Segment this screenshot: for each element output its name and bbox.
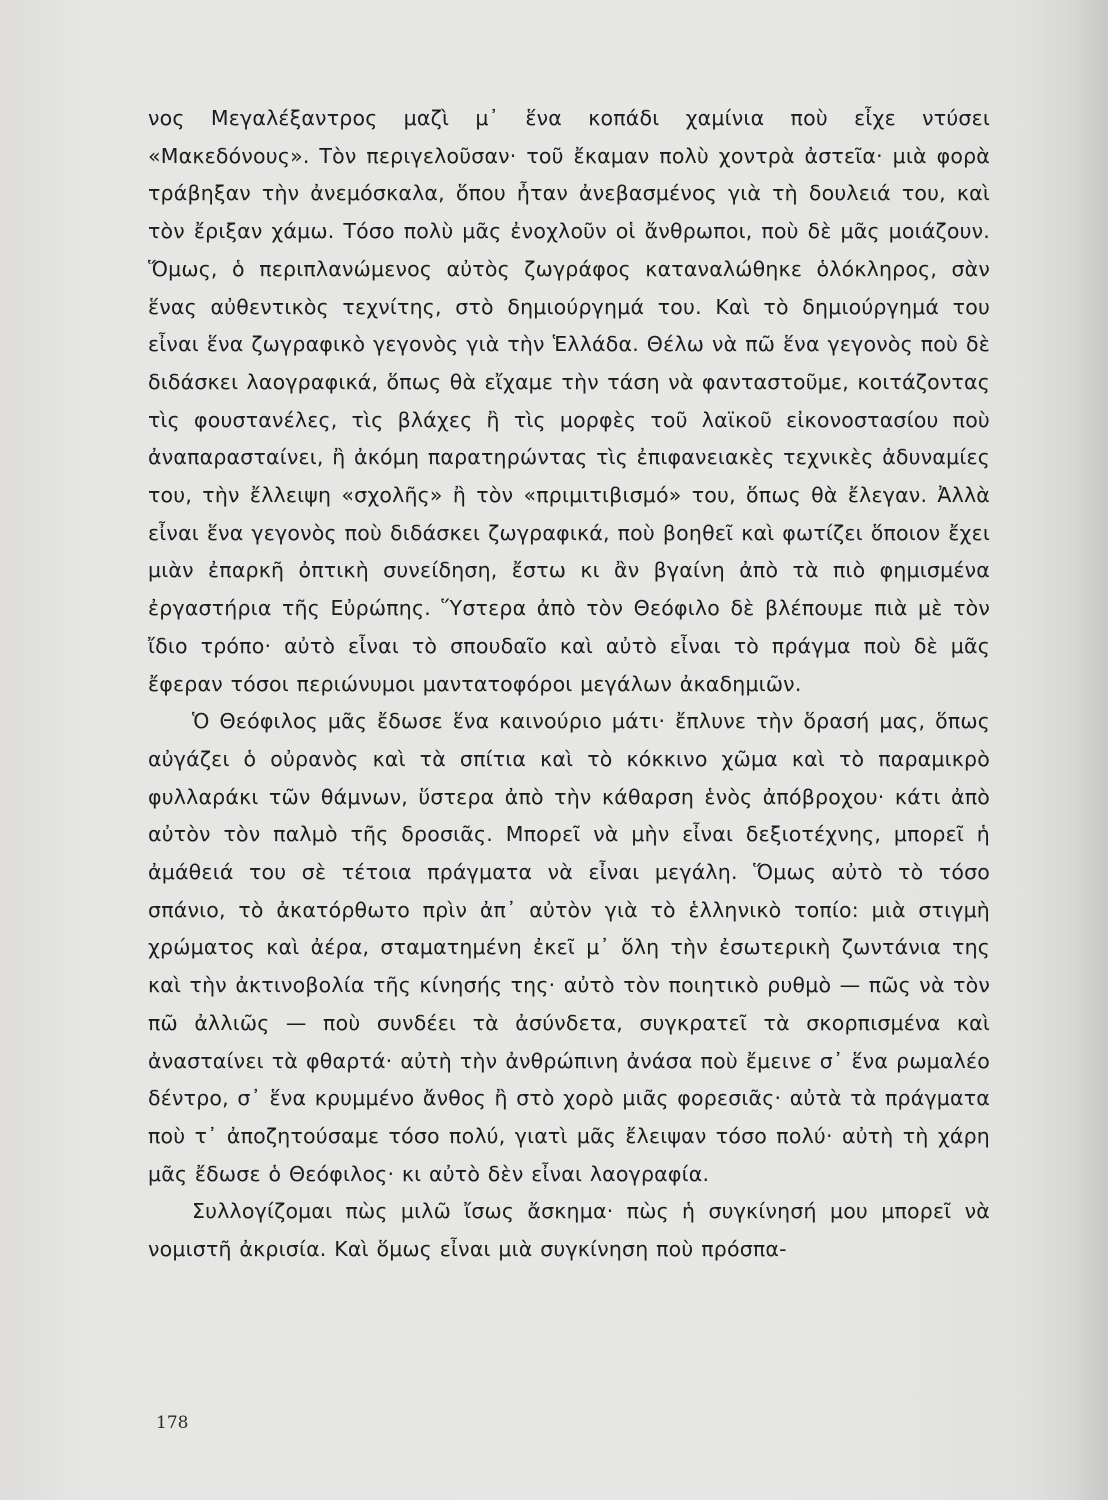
paragraph-2: Ὁ Θεόφιλος μᾶς ἔδωσε ἕνα καινούριο μάτι· ἔπλυνε τὴν ὅρασή μας, ὅπως αὐγάζει ὁ οὐρανὸς καὶ τὰ σπίτια καὶ τὸ κόκκινο χῶμα καὶ τὸ παραμικρὸ φυλλαράκι τῶν θάμνων, ὕστερα ἀπὸ τὴν κάθαρση ἑνὸς ἀπόβροχου· κάτι ἀπὸ αὐτὸν τὸν παλμὸ τῆς δροσιᾶς. Μπορεῖ νὰ μὴν εἶναι δεξιοτέχνης, μπορεῖ ἡ ἀμάθειά του σὲ τέτοια πράγματα νὰ εἶναι μεγάλη. Ὅμως αὐτὸ τὸ τόσο σπάνιο, τὸ ἀκατόρθωτο πρὶν ἀπ᾽ αὐτὸν γιὰ τὸ ἑλληνικὸ τοπίο: μιὰ στιγμὴ χρώματος καὶ ἀέρα, σταματημένη ἐκεῖ μ᾽ ὅλη τὴν ἐσωτερικὴ ζωντάνια της καὶ τὴν ἀκτινοβολία τῆς κίνησής της· αὐτὸ τὸν ποιητικὸ ρυθμὸ — πῶς νὰ τὸν πῶ ἀλλιῶς — ποὺ συνδέει τὰ ἀσύνδετα, συγκρατεῖ τὰ σκορπισμένα καὶ ἀνασταίνει τὰ φθαρτά· αὐτὴ τὴν ἀνθρώπινη ἀνάσα ποὺ ἔμεινε σ᾽ ἕνα ρωμαλέο δέντρο, σ᾽ ἕνα κρυμμένο ἄνθος ἢ στὸ χορὸ μιᾶς φορεσιᾶς· αὐτὰ τὰ πράγματα ποὺ τ᾽ ἀποζητούσαμε τόσο πολύ, γιατὶ μᾶς ἔλειψαν τόσο πολύ· αὐτὴ τὴ χάρη μᾶς ἔδωσε ὁ Θεόφιλος· κι αὐτὸ δὲν εἶναι λαογραφία. bbox=[148, 709, 990, 1186]
page-number: 178 bbox=[156, 1413, 189, 1433]
paragraph-1: νος Μεγαλέξαντρος μαζὶ μ᾽ ἕνα κοπάδι χαμίνια ποὺ εἶχε ντύσει «Μακεδόνους». Τὸν περιγελοῦσαν· τοῦ ἔκαμαν πολὺ χοντρὰ ἀστεῖα· μιὰ φορὰ τράβηξαν τὴν ἀνεμόσκαλα, ὅπου ἦταν ἀνεβασμένος γιὰ τὴ δουλειά του, καὶ τὸν ἔριξαν χάμω. Τόσο πολὺ μᾶς ἐνοχλοῦν οἱ ἄνθρωποι, ποὺ δὲ μᾶς μοιάζουν. Ὅμως, ὁ περιπλανώμενος αὐτὸς ζωγράφος καταναλώθηκε ὁλόκληρος, σὰν ἕνας αὐθεντικὸς τεχνίτης, στὸ δημιούργημά του. Καὶ τὸ δημιούργημά του εἶναι ἕνα ζωγραφικὸ γεγονὸς γιὰ τὴν Ἑλλάδα. Θέλω νὰ πῶ ἕνα γεγονὸς ποὺ δὲ διδάσκει λαογραφικά, ὅπως θὰ εἴχαμε τὴν τάση νὰ φανταστοῦμε, κοιτάζοντας τὶς φουστανέλες, τὶς βλάχες ἢ τὶς μορφὲς τοῦ λαϊκοῦ εἰκονοστασίου ποὺ ἀναπαρασταίνει, ἢ ἀκόμη παρατηρώντας τὶς ἐπιφανειακὲς τεχνικὲς ἀδυναμίες του, τὴν ἔλλειψη «σχολῆς» ἢ τὸν «πριμιτιβισμό» του, ὅπως θὰ ἔλεγαν. Ἀλλὰ εἶναι ἕνα γεγονὸς ποὺ διδάσκει ζωγραφικά, ποὺ βοηθεῖ καὶ φωτίζει ὅποιον ἔχει μιὰν ἐπαρκῆ ὀπτικὴ συνείδηση, ἔστω κι ἂν βγαίνη ἀπὸ τὰ πιὸ φημισμένα ἐργαστήρια τῆς Εὐρώπης. Ὕστερα ἀπὸ τὸν Θεόφιλο δὲ βλέπουμε πιὰ μὲ τὸν ἴδιο τρόπο· αὐτὸ εἶναι τὸ σπουδαῖο καὶ αὐτὸ εἶναι τὸ πράγμα ποὺ δὲ μᾶς ἔφεραν τόσοι περιώνυμοι μαντατοφόροι μεγάλων ἀκαδημιῶν. bbox=[148, 106, 990, 696]
paragraph-3: Συλλογίζομαι πὼς μιλῶ ἴσως ἄσκημα· πὼς ἡ συγκίνησή μου μπορεῖ νὰ νομιστῆ ἀκρισία. Καὶ ὅμως εἶναι μιὰ συγκίνηση ποὺ πρόσπα- bbox=[148, 1199, 990, 1262]
body-text bbox=[148, 100, 990, 1400]
page-edge-shadow bbox=[1068, 0, 1108, 1500]
